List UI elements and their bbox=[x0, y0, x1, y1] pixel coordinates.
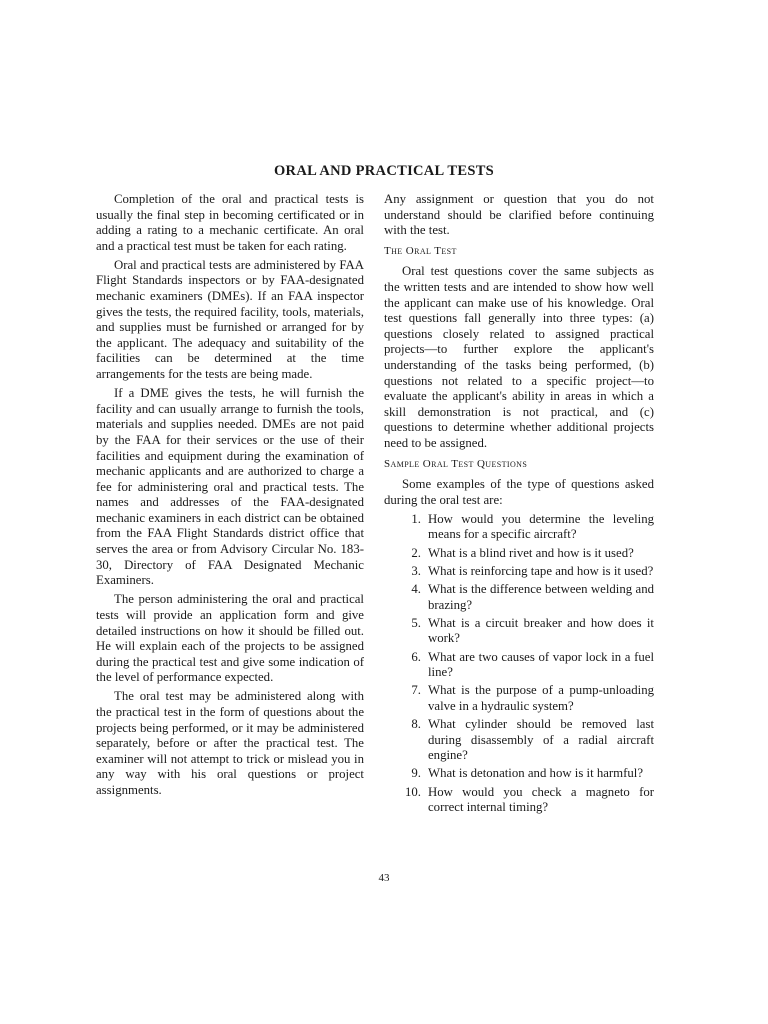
page-title: ORAL AND PRACTICAL TESTS bbox=[273, 163, 495, 179]
question-number: 7. bbox=[411, 683, 421, 698]
question-number: 2. bbox=[411, 545, 421, 560]
question-number: 6. bbox=[411, 649, 421, 664]
oral-test-paragraph: Oral test questions cover the same subjects as the written tests and are intended to show how well the applicant can make use of his knowledge. Oral test questions fall generally into three types: (a) questions closely related to assigned practical projects—to further explore the applicant's understanding of the tasks being performed, (b) questions not related to a specific project—to evaluate the applicant's ability in areas in which a skill demonstration is not practical, and (c) questions to determine whether additional projects need to be assigned. bbox=[384, 264, 654, 450]
question-item bbox=[384, 546, 654, 562]
question-text: How would you check a magneto for correct internal timing? bbox=[428, 784, 654, 815]
question-number: 9. bbox=[411, 766, 421, 781]
question-number: 10. bbox=[405, 784, 421, 799]
question-item bbox=[384, 564, 654, 580]
question-item bbox=[384, 582, 654, 613]
question-item bbox=[384, 650, 654, 681]
question-number: 3. bbox=[411, 563, 421, 578]
intro-paragraph: Completion of the oral and practical tests is usually the final step in becoming certificated or in adding a rating to a mechanic certificate. An oral and a practical test must be taken for each rating. bbox=[96, 192, 364, 253]
question-item bbox=[384, 512, 654, 543]
question-number: 4. bbox=[411, 581, 421, 596]
question-text: What is reinforcing tape and how is it used? bbox=[428, 563, 654, 578]
question-item bbox=[384, 785, 654, 816]
administration-paragraph: Oral and practical tests are administered by FAA Flight Standards inspectors or by FAA-designated mechanic examiners (DMEs). If an FAA inspector gives the tests, the required facility, tools, materials, and supplies must be furnished or arranged for by the applicant. The adequacy and suitability of the facilities can be determined at the time arrangements for the tests are being made. bbox=[96, 257, 364, 382]
oral-test-heading: The Oral Test bbox=[384, 244, 457, 257]
question-text: What is a blind rivet and how is it used? bbox=[428, 545, 634, 560]
question-text: What are two causes of vapor lock in a fuel line? bbox=[428, 649, 654, 680]
question-number: 1. bbox=[411, 511, 421, 526]
question-text: What is detonation and how is it harmful? bbox=[428, 766, 644, 781]
question-item bbox=[384, 683, 654, 714]
left-column bbox=[96, 192, 364, 802]
question-item bbox=[384, 766, 654, 782]
continuation-paragraph: Any assignment or question that you do not understand should be clarified before continuing with the test. bbox=[384, 192, 654, 238]
question-number: 8. bbox=[411, 717, 421, 732]
right-column bbox=[384, 192, 654, 818]
question-item bbox=[384, 616, 654, 647]
question-text: What is the difference between welding and brazing? bbox=[428, 581, 654, 612]
question-text: What is the purpose of a pump-unloading valve in a hydraulic system? bbox=[428, 683, 654, 713]
application-paragraph: The person administering the oral and practical tests will provide an application form and give detailed instructions on how it should be filled out. He will explain each of the projects to be assigned during the practical test and give some indication of the level of performance expected. bbox=[96, 592, 364, 685]
oral-test-timing-paragraph: The oral test may be administered along with the practical test in the form of questions about the projects being performed, or it may be administered separately, before or after the practical test. The examiner will not attempt to trick or mislead you in any way with his oral questions or project assignments. bbox=[96, 689, 364, 797]
question-text: How would you determine the leveling means for a specific aircraft? bbox=[428, 511, 654, 542]
question-text: What is a circuit breaker and how does it work? bbox=[428, 615, 654, 646]
page-number: 43 bbox=[378, 872, 390, 884]
question-text: What cylinder should be removed last during disassembly of a radial aircraft engine? bbox=[428, 717, 654, 763]
sample-intro-paragraph: Some examples of the type of questions asked during the oral test are: bbox=[384, 477, 654, 507]
question-number: 5. bbox=[411, 615, 421, 630]
question-list bbox=[384, 512, 654, 816]
dme-paragraph: If a DME gives the tests, he will furnish the facility and can usually arrange to furnish the tools, materials and supplies needed. DMEs are not paid by the FAA for their services or the use of their facilities and equipment during the examination of mechanic applicants and are authorized to charge a fee for administering oral and practical tests. The names and addresses of the FAA-designated mechanic examiners in each district can be obtained from the FAA Flight Standards district office that serves the area or from Advisory Circular No. 183-30, Directory of FAA Designated Mechanic Examiners. bbox=[96, 386, 364, 588]
question-item bbox=[384, 717, 654, 764]
sample-questions-heading: Sample Oral Test Questions bbox=[384, 457, 528, 470]
